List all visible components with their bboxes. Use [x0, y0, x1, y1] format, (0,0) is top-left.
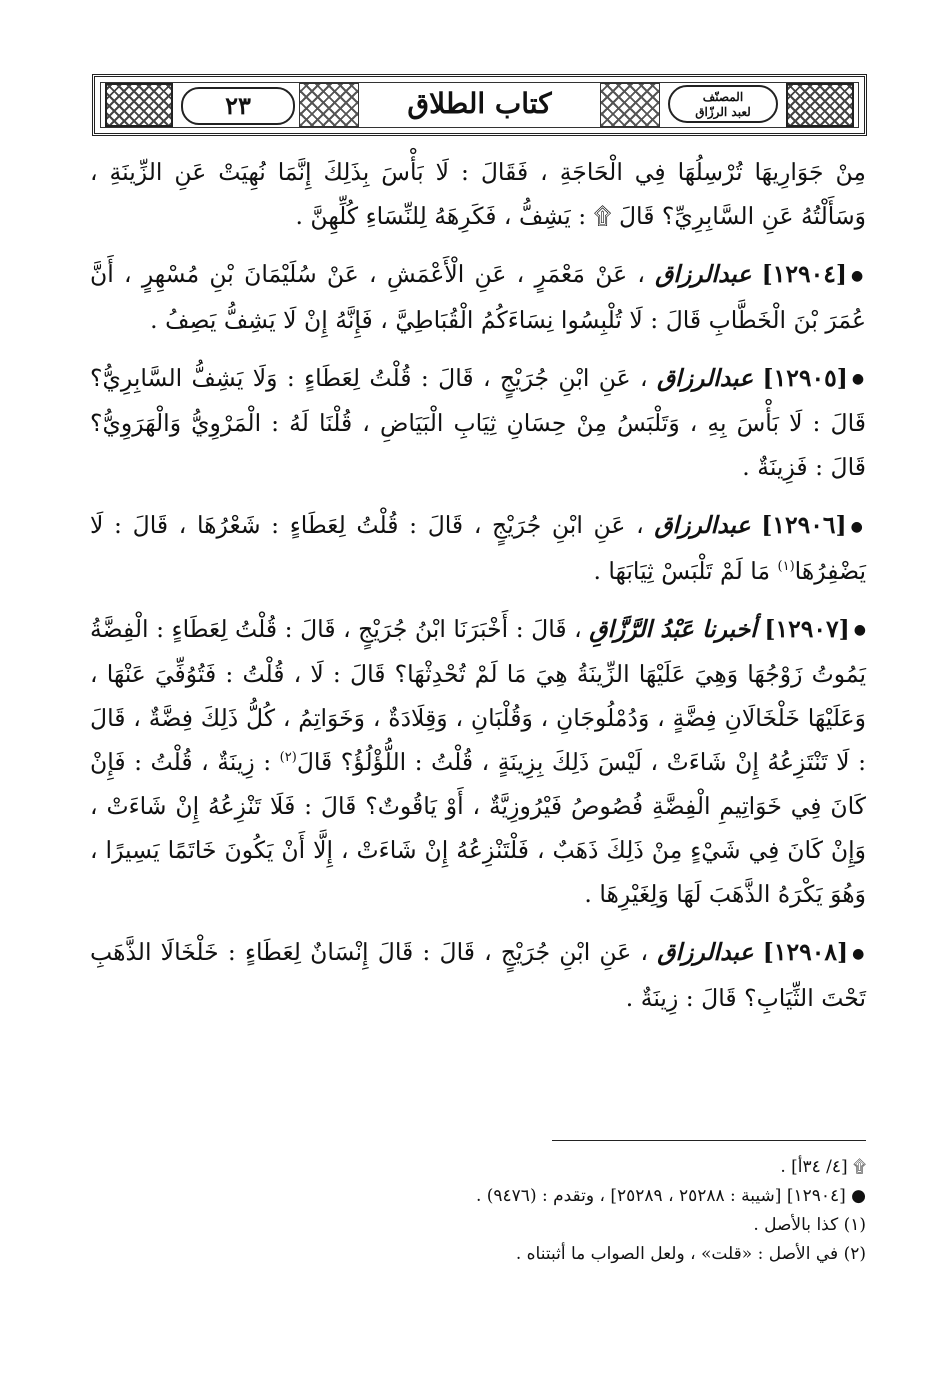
logo-line-1: المصنّف: [702, 90, 744, 104]
bullet-icon: ●: [852, 945, 867, 962]
hadith-number: [١٢٩٠٦]: [761, 511, 847, 539]
ornament-left-inner-icon: [299, 83, 359, 127]
footnote-ref: (١): [777, 558, 795, 574]
footnote-line: ۩ [٤/ ٣٤أ] .: [780, 1157, 866, 1177]
hadith-text: ، قَالَ : أَخْبَرَنَا ابْنُ جُرَيْجٍ ، قَالَ : قُلْتُ لِعَطَاءٍ : الْفِضَّةُ يَمُوتُ زَوْجُهَا وَهِيَ عَلَيْهَا الزِّينَةُ هِيَ مَا لَمْ تُحْدِثْهَا؟ قَالَ : لَا ، قُلْتُ : فَتُوُفِّيَ عَنْهَا ، وَعَلَيْهَا خَلْخَالَانِ فِضَّةٍ ، وَدُمْلُوجَانِ ، وَقُلْبَانِ ، وَقِلَادَةٌ ، وَخَوَاتِمُ ، كُلُّ ذَلِكَ فِضَّةٌ ، قَالَ : لَا تَنْتَزِعُهُ إِنْ شَاءَتْ ، لَيْسَ ذَلِكَ بِزِينَةٍ ، قُلْتُ : اللُّؤْلُؤُ؟ قَالَ: [90, 614, 866, 776]
hadith-author: عبدالرزاق: [656, 363, 754, 392]
page-number: ٢٣: [181, 87, 295, 125]
bullet-icon: ●: [851, 267, 866, 284]
hadith-author: عبدالرزاق: [657, 938, 754, 966]
paragraph-text: مِنْ جَوَارِيهَا تُرْسِلُهَا فِي الْحَاجَةِ ، فَقَالَ : لَا بَأْسَ بِذَلِكَ إِنَّمَا نُهِيَتْ عَنِ الزِّينَةِ ، وَسَأَلْتُهُ عَنِ السَّابِرِيِّ؟ قَالَ ۩ : يَشِفُّ ، فَكَرِهَهُ لِلنِّسَاءِ كُلِّهِنَّ .: [90, 158, 866, 230]
page-header: [92, 74, 867, 136]
ornament-left-icon: [105, 83, 173, 127]
hadith-text: ، عَنْ مَعْمَرٍ ، عَنِ الْأَعْمَشِ ، عَنْ سُلَيْمَانَ بْنِ مُسْهِرٍ ، أَنَّ عُمَرَ بْنَ الْخَطَّابِ قَالَ : لَا تُلْبِسُوا نِسَاءَكُمُ الْقُبَاطِيَّ ، فَإِنَّهُ إِنْ لَا يَشِفُّ يَصِفُ .: [90, 260, 866, 334]
ornament-right-inner-icon: [600, 83, 660, 127]
hadith-text: ، عَنِ ابْنِ جُرَيْجٍ ، قَالَ : قُلْتُ لِعَطَاءٍ : وَلَا يَشِفُّ السَّابِرِيُّ؟ قَالَ : لَا بَأْسَ بِهِ ، وَتَلْبَسُ مِنْ حِسَانِ ثِيَابِ الْبَيَاضِ ، قُلْنَا لَهُ : الْمَرْوِيُّ وَالْهَرَوِيُّ؟ قَالَ : فَزِينَةٌ .: [90, 363, 866, 481]
footnote-line: (٢) في الأصل : «قلت» ، ولعل الصواب ما أثبتناه .: [515, 1244, 866, 1264]
main-text: [90, 150, 866, 1034]
hadith-author: عبدالرزاق: [654, 511, 751, 539]
hadith-author: عبدالرزاق: [655, 260, 752, 288]
hadith-text-cont: : زِينَةٌ ، قُلْتُ : فَإِنْ كَانَ فِي خَوَاتِيمِ الْفِضَّةِ فُصُوصُ فَيْرُوزِيَّةٌ ، أَوْ يَاقُوتٌ؟ قَالَ : فَلَا تَنْزِعُهُ إِنْ شَاءَتْ ، وَإِنْ كَانَ فِي شَيْءٍ مِنْ ذَلِكَ ذَهَبٌ ، فَلْتَنْزِعُهُ إِنْ شَاءَتْ ، إِلَّا أَنْ يَكُونَ خَاتَمًا يَسِيرًا ، وَهُوَ يَكْرَهُ الذَّهَبَ لَهَا وَلِغَيْرِهَا .: [90, 748, 866, 908]
chapter-title: كتاب الطلاق: [370, 85, 589, 123]
hadith-12905: [90, 356, 866, 490]
hadith-12907: [90, 607, 866, 917]
hadith-number: [١٢٩٠٤]: [761, 260, 847, 288]
hadith-number: [١٢٩٠٥]: [762, 363, 848, 392]
book-logo: [668, 85, 778, 123]
hadith-12906: [90, 503, 866, 593]
bullet-icon: ●: [850, 518, 866, 535]
bullet-icon: ●: [853, 622, 866, 638]
logo-line-2: لعبد الرزّاق: [695, 105, 751, 119]
hadith-number: [١٢٩٠٨]: [762, 938, 849, 966]
hadith-number: [١٢٩٠٧]: [764, 614, 850, 643]
hadith-text-cont: مَا لَمْ تَلْبَسْ ثِيَابَهَا .: [593, 556, 778, 585]
hadith-12904: [90, 252, 866, 342]
hadith-12908: [90, 930, 866, 1020]
footnote-line: (١) كذا بالأصل .: [753, 1215, 866, 1235]
footnote-divider: [552, 1140, 866, 1141]
paragraph-continuation: [90, 150, 866, 238]
hadith-author: أخبرنا عَبْدُ الرَّزَّاقِ: [589, 614, 757, 643]
hadith-text: ، عَنِ ابْنِ جُرَيْجٍ ، قَالَ : قُلْتُ لِعَطَاءٍ : شَعْرُهَا ، قَالَ : لَا يَضْفِرُهَا: [90, 511, 866, 585]
ornament-right-icon: [786, 83, 854, 127]
footnote-line: ● [١٢٩٠٤] [شيبة : ٢٥٢٨٨ ، ٢٥٢٨٩] ، وتقدم : (٩٤٧٦) .: [475, 1186, 866, 1206]
footnotes: [90, 1153, 866, 1269]
hadith-text: ، عَنِ ابْنِ جُرَيْجٍ ، قَالَ : قَالَ إِنْسَانٌ لِعَطَاءٍ : خَلْخَالَا الذَّهَبِ تَحْتَ الثِّيَابِ؟ قَالَ : زِينَةٌ .: [90, 938, 866, 1012]
bullet-icon: ●: [851, 371, 866, 387]
footnote-ref: (٢): [279, 750, 297, 766]
